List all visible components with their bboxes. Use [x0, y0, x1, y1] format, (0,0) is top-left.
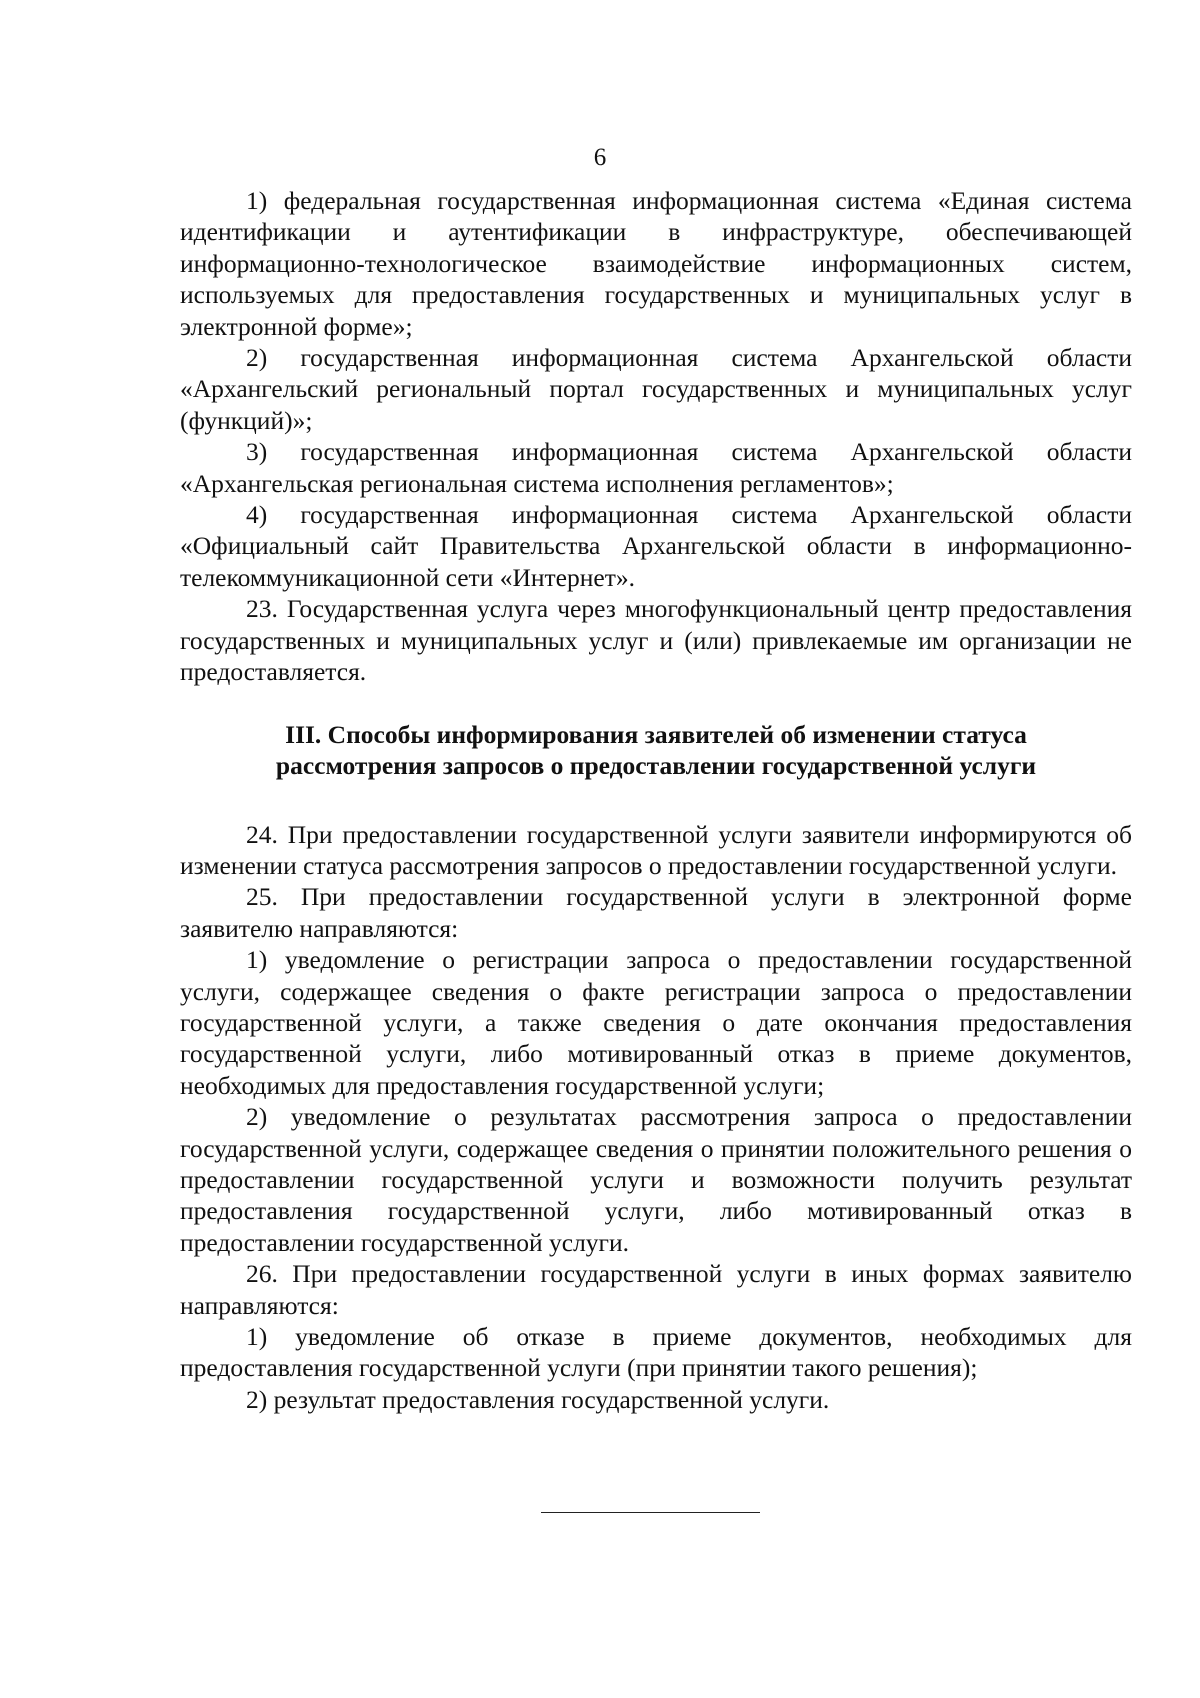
paragraph-25-item-2: 2) уведомление о результатах рассмотрения запроса о предоставлении государственной услуги, содержащее сведения о принятии положительного решения о предоставлении государственной услуги и возможности получить результат предоставления государственной услуги, либо мотивированный отказ в предоставлении государственной услуги.	[180, 1102, 1132, 1257]
paragraph-list-item-2: 2) государственная информационная система Архангельской области «Архангельский региональный портал государственных и муниципальных услуг (функций)»;	[180, 343, 1132, 435]
paragraph-26: 26. При предоставлении государственной услуги в иных формах заявителю направляются:	[180, 1259, 1132, 1320]
paragraph-25-item-1: 1) уведомление о регистрации запроса о предоставлении государственной услуги, содержащее сведения о факте регистрации запроса о предоставлении государственной услуги, а также сведения о дате окончания предоставления государственной услуги, либо мотивированный отказ в приеме документов, необходимых для предоставления государственной услуги;	[180, 945, 1132, 1100]
section-heading	[180, 719, 1132, 781]
end-divider-line	[541, 1512, 760, 1513]
document-body	[180, 185, 1132, 1415]
section-heading-line-2: рассмотрения запросов о предоставлении государственной услуги	[275, 750, 1037, 780]
section-heading-line-1: III. Способы информирования заявителей об изменении статуса	[285, 719, 1027, 749]
paragraph-24: 24. При предоставлении государственной услуги заявители информируются об изменении статуса рассмотрения запросов о предоставлении государственной услуги.	[180, 819, 1132, 880]
paragraph-26-item-2: 2) результат предоставления государственной услуги.	[246, 1384, 830, 1414]
paragraph-25: 25. При предоставлении государственной услуги в электронной форме заявителю направляются:	[180, 882, 1132, 943]
paragraph-list-item-1: 1) федеральная государственная информационная система «Единая система идентификации и аутентификации в инфраструктуре, обеспечивающей информационно-технологическое взаимодействие информационных систем, используемых для предоставления государственных и муниципальных услуг в электронной форме»;	[180, 186, 1132, 341]
paragraph-23: 23. Государственная услуга через многофункциональный центр предоставления государственных и муниципальных услуг и (или) привлекаемые им организации не предоставляется.	[180, 594, 1132, 687]
paragraph-list-item-3: 3) государственная информационная система Архангельской области «Архангельская региональная система исполнения регламентов»;	[180, 437, 1132, 498]
page-number: 6	[593, 144, 607, 171]
paragraph-list-item-4: 4) государственная информационная система Архангельской области «Официальный сайт Правительства Архангельской области в информационно-телекоммуникационной сети «Интернет».	[180, 500, 1132, 592]
paragraph-26-item-1: 1) уведомление об отказе в приеме документов, необходимых для предоставления государственной услуги (при принятии такого решения);	[180, 1322, 1132, 1383]
